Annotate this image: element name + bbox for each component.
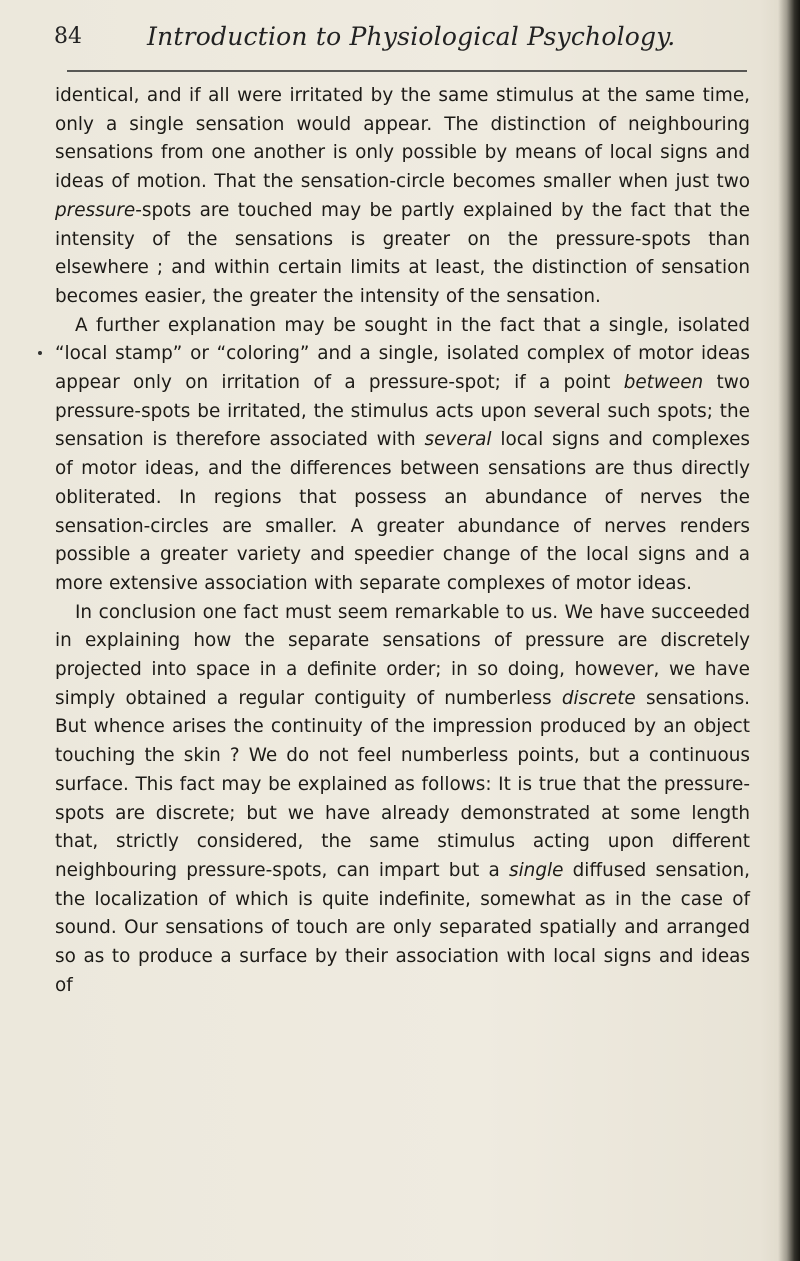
- text-run: local signs and complexes of motor ideas, and the differences between sensations are thus directly obliterated. In regions that possess an abundance of nerves the sensation-circles are smaller. A greater abundance of nerves renders possible a greater variety and speedier change of the local signs and a more extensive association with separate complexes of motor ideas.: [55, 429, 751, 594]
- text-run: diffused sensation, the localization of which is quite indefinite, somewhat as in the case of sound. Our sensations of touch are only separated spatially and arranged so as to produce a surface by their association with local signs and ideas of: [55, 859, 750, 996]
- italic-term: discrete: [561, 687, 636, 709]
- running-head: Introduction to Physiological Psychology.: [147, 22, 676, 51]
- paragraph-1: [55, 82, 750, 312]
- page-header: [47, 18, 747, 58]
- paragraph-2: [55, 312, 750, 599]
- paragraph-3: [55, 599, 750, 1001]
- margin-mark: [38, 351, 42, 355]
- text-run: -spots are touched may be partly explained by the fact that the intensity of the sensations is greater on the pressure-spots than elsewhere ; and within certain limits at least, the distinction of sensation becomes easier, the greater the intensity of the sensation.: [55, 199, 750, 307]
- body-text: [55, 82, 750, 1001]
- page-number: 84: [54, 24, 82, 49]
- italic-term: several: [424, 429, 492, 451]
- text-run: sensations. But whence arises the continuity of the impression produced by an object touching the skin ? We do not feel numberless points, but a continuous surface. This fact may be explained as follows: It is true that the pressure-spots are discrete; but we have already demonstrated at some length that, strictly considered, the same stimulus acting upon different neighbouring pressure-spots, can impart but a: [55, 687, 750, 881]
- text-run: A further explanation may be sought in the fact that a single, isolated “local stamp” or “coloring” and a single, isolated complex of motor ideas appear only on irritation of a pressure-spot; if a point: [55, 314, 750, 394]
- book-spine-shadow: [778, 0, 800, 1261]
- text-run: identical, and if all were irritated by the same stimulus at the same time, only a single sensation would appear. The distinction of neighbouring sensations from one another is only possible by means of local signs and ideas of motion. That the sensation-circle becomes smaller when just two: [55, 85, 750, 193]
- text-run: In conclusion one fact must seem remarkable to us. We have succeeded in explaining how the separate sensations of pressure are discretely projected into space in a definite order; in so doing, however, we have simply obtained a regular contiguity of numberless: [55, 601, 750, 709]
- text-run: two pressure-spots be irritated, the stimulus acts upon several such spots; the sensation is therefore associated with: [55, 372, 750, 451]
- italic-term: pressure: [55, 199, 136, 221]
- italic-term: between: [623, 372, 704, 394]
- header-rule: [67, 70, 747, 72]
- italic-term: single: [508, 859, 564, 881]
